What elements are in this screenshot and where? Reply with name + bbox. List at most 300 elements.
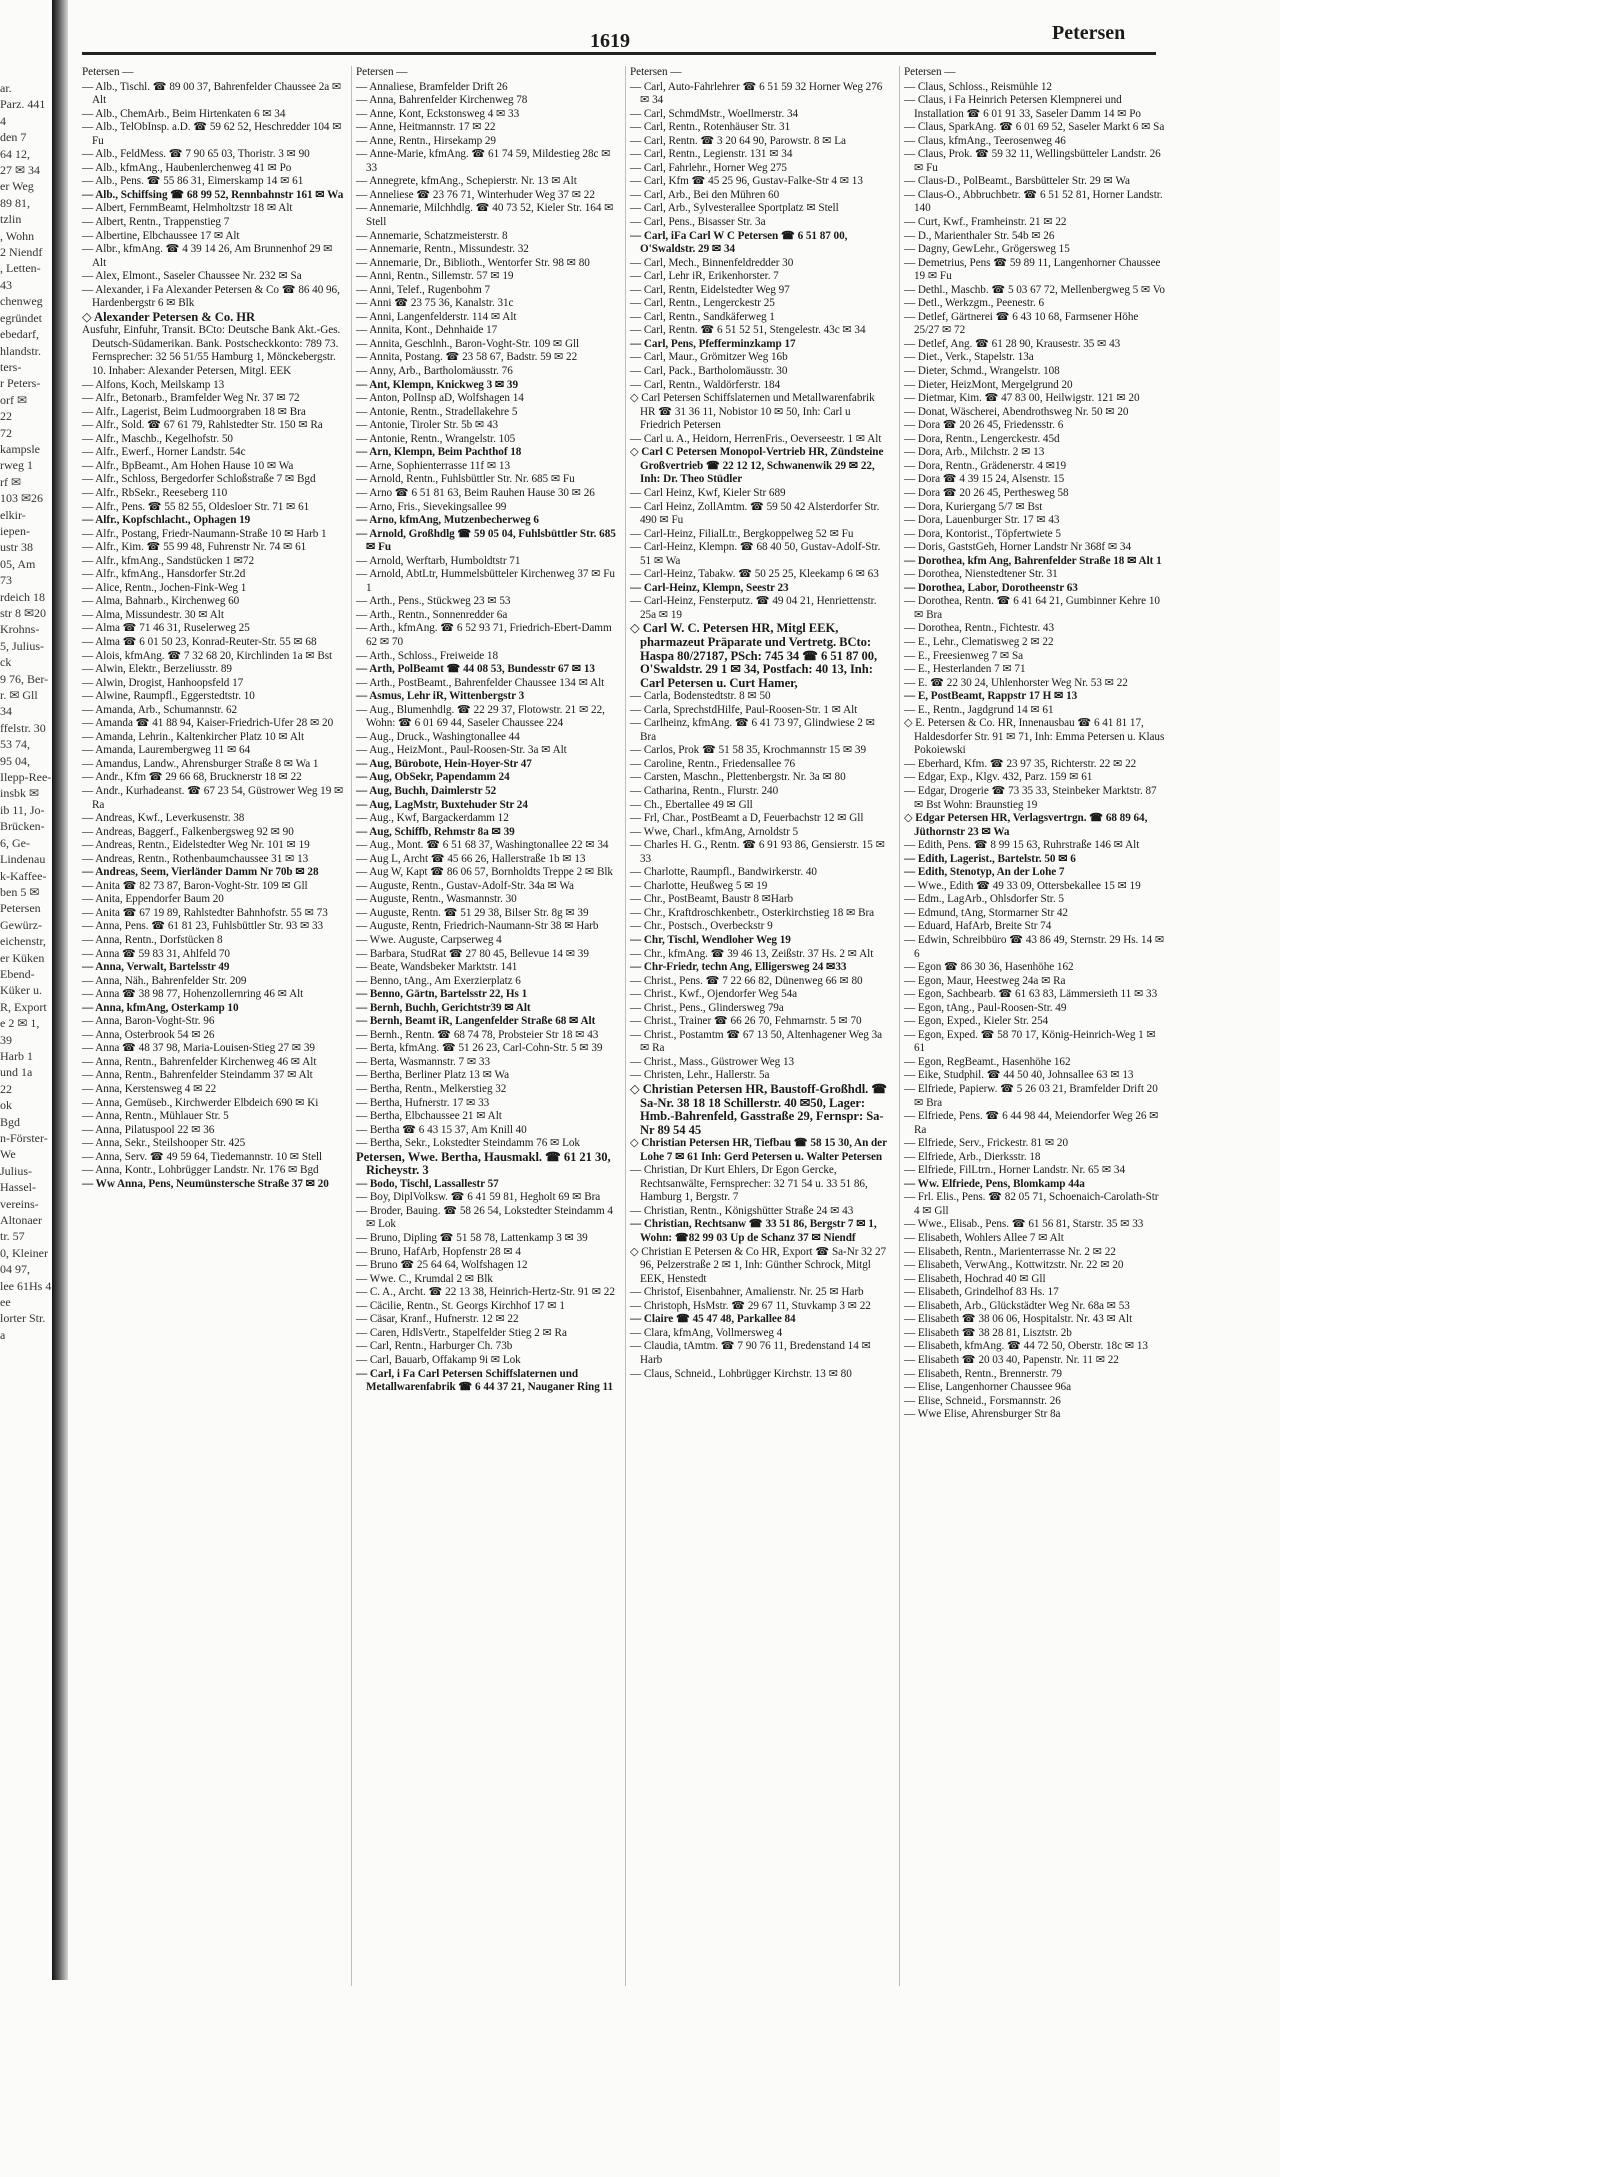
directory-entry: — Anna, Kontr., Lohbrügger Landstr. Nr. 176 ✉ Bgd [82, 1164, 319, 1177]
directory-entry: — Alexander, i Fa Alexander Petersen & Co ☎ 86 40 96, Hardenbergstr 6 ✉ Blk [82, 283, 340, 310]
directory-entry: — Eduard, HafArb, Breite Str 74 [904, 920, 1052, 933]
directory-entry: — Alfr., Sold. ☎ 67 61 79, Rahlstedter Str. 150 ✉ Ra [82, 419, 323, 432]
margin-fragment: orf ✉ [0, 392, 28, 407]
directory-entry: — Carl, Maur., Grömitzer Weg 16b [630, 351, 788, 364]
directory-entry: — Carl Heinz, Kwf, Kieler Str 689 [630, 486, 786, 499]
directory-entry: — Ant, Klempn, Knickweg 3 ✉ 39 [356, 378, 519, 391]
margin-fragment: Hassel- [0, 1180, 36, 1195]
directory-entry: — Carl, Bauarb, Offakamp 9i ✉ Lok [356, 1353, 521, 1366]
directory-entry: — Carlheinz, kfmAng. ☎ 6 41 73 97, Glindwiese 2 ✉ Bra [630, 717, 875, 743]
margin-fragment: Petersen [0, 901, 41, 916]
directory-entry: — Annaliese, Bramfelder Drift 26 [356, 80, 508, 93]
directory-entry: — Alfons, Koch, Meilskamp 13 [82, 378, 225, 391]
directory-entry: — Alfr., Maschb., Kegelhofstr. 50 [82, 432, 233, 445]
directory-entry: — Arth., Schloss., Freiweide 18 [356, 649, 499, 662]
margin-fragment: vereins- [0, 1196, 39, 1211]
margin-fragment: 9 76, Ber- [0, 671, 49, 686]
directory-entry: — Dora ☎ 20 26 45, Friedensstr. 6 [904, 419, 1064, 432]
directory-entry: — Charles H. G., Rentn. ☎ 6 91 93 86, Gensierstr. 15 ✉ 33 [630, 839, 885, 865]
directory-entry: — Bertha, Elbchaussee 21 ✉ Alt [356, 1110, 502, 1123]
directory-entry: — E., Rentn., Jagdgrund 14 ✉ 61 [904, 703, 1054, 716]
directory-entry: — Anna, Näh., Bahrenfelder Str. 209 [82, 974, 247, 987]
directory-entry: — Ch., Ebertallee 49 ✉ Gll [630, 798, 753, 811]
directory-entry: — Andreas, Rentn., Eidelstedter Weg Nr. 101 ✉ 19 [82, 839, 310, 852]
directory-entry: — Carl-Heinz, Klempn, Seestr 23 [630, 581, 789, 594]
directory-entry: — Alfr., Lagerist, Beim Ludmoorgraben 18 ✉ Bra [82, 405, 306, 418]
margin-fragment: Ilepp-Ree- [0, 770, 52, 785]
directory-entry: — Elfriede, Pens. ☎ 6 44 98 44, Meiendorfer Weg 26 ✉ Ra [904, 1110, 1159, 1136]
margin-fragment: ok [0, 1098, 12, 1113]
margin-fragment: 103 ✉26 [0, 491, 44, 506]
directory-entry: — Carl, Rentn., Waldörferstr. 184 [630, 378, 781, 391]
directory-entry: — E., Freesienweg 7 ✉ Sa [904, 649, 1024, 662]
directory-entry: — Carl, i Fa Carl Petersen Schiffslaternen und Metallwarenfabrik ☎ 6 44 37 21, Nauganer Ring 11 [356, 1367, 613, 1394]
margin-fragment: 64 12, [0, 146, 30, 161]
page-background [1280, 0, 1600, 2177]
margin-fragment: r. ✉ Gll [0, 688, 38, 703]
directory-entry: — Alma ☎ 71 46 31, Ruselerweg 25 [82, 622, 250, 635]
margin-fragment: 27 ✉ 34 [0, 163, 41, 178]
directory-entry: ◇ Christian Petersen HR, Tiefbau ☎ 58 15 30, An der Lohe 7 ✉ 61 Inh: Gerd Petersen u. Walter Petersen [630, 1137, 887, 1163]
margin-fragment: ben 5 ✉ [0, 884, 40, 899]
directory-entry: — Anne-Marie, kfmAng. ☎ 61 74 59, Mildestieg 28c ✉ 33 [356, 148, 611, 174]
margin-fragment: Bgd [0, 1114, 21, 1129]
directory-entry: — Egon, Exped. ☎ 58 70 17, König-Heinrich-Weg 1 ✉ 61 [904, 1028, 1156, 1055]
directory-entry: — Charlotte, Raumpfl., Bandwirkerstr. 40 [630, 866, 817, 879]
directory-entry: — Wwe Elise, Ahrensburger Str 8a [904, 1408, 1061, 1421]
directory-entry: — Berta, kfmAng. ☎ 51 26 23, Carl-Cohn-Str. 5 ✉ 39 [356, 1042, 603, 1055]
header-rule [82, 52, 1156, 55]
margin-fragment: 4 [0, 113, 6, 128]
margin-fragment: a [0, 1327, 6, 1342]
directory-entry: — Aug., Blumenhdlg. ☎ 22 29 37, Flotowstr. 21 ✉ 22, Wohn: ☎ 6 01 69 44, Saseler Chaussee 224 [356, 703, 605, 730]
directory-entry: — Carl, SchmdMstr., Woellmerstr. 34 [630, 107, 799, 120]
directory-entry: — Albertine, Elbchaussee 17 ✉ Alt [82, 229, 240, 242]
directory-entry: — Alma, Bahnarb., Kirchenweg 60 [82, 595, 240, 608]
directory-entry: — Carl, Mech., Binnenfeldredder 30 [630, 256, 794, 269]
directory-entry: — Bertha, Hufnerstr. 17 ✉ 33 [356, 1096, 490, 1109]
directory-entry: — Egon, tAng., Paul-Roosen-Str. 49 [904, 1001, 1067, 1014]
margin-fragment: elkir- [0, 507, 26, 522]
directory-entry: — Eberhard, Kfm. ☎ 23 97 35, Richterstr. 22 ✉ 22 [904, 757, 1137, 770]
margin-fragment: 43 [0, 277, 12, 292]
directory-entry: — Claus-D., PolBeamt., Barsbütteler Str. 29 ✉ Wa [904, 175, 1130, 188]
directory-entry: — Anna, Kerstensweg 4 ✉ 22 [82, 1083, 217, 1096]
directory-entry: — Christ., Pens. ☎ 7 22 66 82, Dünenweg 66 ✉ 80 [630, 974, 863, 987]
margin-fragment: R, Export [0, 999, 47, 1014]
directory-entry: — Carl, Fahrlehr., Horner Weg 275 [630, 161, 787, 174]
directory-entry: — E., Hesterlanden 7 ✉ 71 [904, 663, 1026, 676]
directory-entry: — Annita, Kont., Dehnhaide 17 [356, 324, 498, 337]
directory-entry: — Edwin, Schreibbüro ☎ 43 86 49, Sternstr. 29 Hs. 14 ✉ 6 [904, 934, 1165, 960]
directory-entry: — Claus, Schloss., Reismühle 12 [904, 80, 1052, 93]
directory-entry: — Edgar, Drogerie ☎ 73 35 33, Steinbeker Marktstr. 87 ✉ Bst Wohn: Braunstieg 19 [904, 784, 1157, 811]
directory-entry: — Anna, Bahrenfelder Kirchenweg 78 [356, 94, 528, 107]
directory-entry: — Arne, Sophienterrasse 11f ✉ 13 [356, 459, 511, 472]
directory-entry: — Aug, Buchh, Daimlerstr 52 [356, 784, 497, 797]
directory-entry: — Bruno, Dipling ☎ 51 58 78, Lattenkamp 3 ✉ 39 [356, 1232, 588, 1245]
directory-entry: — Anna, Osterbrook 54 ✉ 26 [82, 1028, 215, 1041]
column-heading: Petersen — [630, 66, 682, 78]
directory-entry: — Bruno ☎ 25 64 64, Wolfshagen 12 [356, 1259, 528, 1272]
directory-entry: — Anneliese ☎ 23 76 71, Winterhuder Weg 37 ✉ 22 [356, 188, 595, 201]
directory-entry: — Claudia, tAmtm. ☎ 7 90 76 11, Bredenstand 14 ✉ Harb [630, 1340, 871, 1366]
directory-entry: — Anne, Heitmannstr. 17 ✉ 22 [356, 121, 496, 134]
directory-entry: — Alfr., RbSekr., Reeseberg 110 [82, 486, 228, 499]
directory-entry: — Chr., PostBeamt, Baustr 8 ✉Harb [630, 893, 794, 906]
margin-fragment: 34 [0, 704, 12, 719]
directory-entry: — Bernh., Rentn. ☎ 68 74 78, Probsteier Str 18 ✉ 43 [356, 1028, 599, 1041]
margin-fragment: Altonaer [0, 1213, 42, 1228]
directory-entry: ◇ Carl W. C. Petersen HR, Mitgl EEK, pharmazeut Präparate und Vertretg. BCto: Haspa 80/27187, PSch: 745 34 ☎ 6 51 87 00, O'Swaldstr. 29 1 ✉ 34, Postfach: 40 13, Inh: Carl Petersen u. Curt Hamer, [630, 621, 878, 690]
margin-fragment: tzlin [0, 212, 22, 227]
directory-entry: — Amanda ☎ 41 88 94, Kaiser-Friedrich-Ufer 28 ✉ 20 [82, 717, 334, 730]
margin-fragment: iepen- [0, 523, 30, 538]
entry-list [356, 81, 618, 1395]
directory-entry: — Andr., Kfm ☎ 29 66 68, Brucknerstr 18 ✉ 22 [82, 771, 302, 784]
directory-entry: — Anna, Pens. ☎ 61 81 23, Fuhlsbüttler Str. 93 ✉ 33 [82, 920, 324, 933]
running-head: Petersen [1052, 22, 1126, 44]
directory-entry: — Dorothea, Labor, Dorotheenstr 63 [904, 581, 1078, 594]
directory-entry: — Eike, Studphil. ☎ 44 50 40, Johnsallee 63 ✉ 13 [904, 1069, 1134, 1082]
directory-entry: — Wwe., Elisab., Pens. ☎ 61 56 81, Starstr. 35 ✉ 33 [904, 1218, 1144, 1231]
directory-entry: — Christoph, HsMstr. ☎ 29 67 11, Stuvkamp 3 ✉ 22 [630, 1299, 871, 1312]
directory-entry: — Ww. Elfriede, Pens, Blomkamp 44a [904, 1177, 1085, 1190]
directory-entry: — Anna ☎ 38 98 77, Hohenzollernring 46 ✉ Alt [82, 988, 304, 1001]
directory-entry: — Edmund, tAng, Stormarner Str 42 [904, 906, 1068, 919]
margin-fragment: er Küken [0, 950, 45, 965]
directory-entry: — Anna, Rentn., Bahrenfelder Kirchenweg 46 ✉ Alt [82, 1055, 317, 1068]
directory-entry: — Carl u. A., Heidorn, HerrenFris., Oeverseestr. 1 ✉ Alt [630, 432, 882, 445]
directory-entry: — Anna, Rentn., Mühlauer Str. 5 [82, 1110, 229, 1123]
margin-fragment: lorter Str. [0, 1311, 46, 1326]
directory-entry: — Carl, Rentn. ☎ 6 51 52 51, Stengelestr. 43c ✉ 34 [630, 324, 866, 337]
margin-fragment: Küker u. [0, 983, 42, 998]
directory-entry: — Auguste, Rentn., Gustav-Adolf-Str. 34a ✉ Wa [356, 879, 574, 892]
margin-fragment: eichenstr, [0, 934, 46, 949]
directory-entry: — Carl, Rentn., Harburger Ch. 73b [356, 1340, 513, 1353]
directory-entry: — Elisabeth, Rentn., Brennerstr. 79 [904, 1367, 1062, 1380]
directory-entry: — Caren, HdlsVertr., Stapelfelder Stieg 2 ✉ Ra [356, 1326, 567, 1339]
margin-fragment: ar. [0, 81, 12, 95]
directory-entry: — Aug, Schiffb, Rehmstr 8a ✉ 39 [356, 825, 515, 838]
margin-fragment: 04 97, [0, 1262, 30, 1277]
directory-entry: — Berta, Wasmannstr. 7 ✉ 33 [356, 1055, 491, 1068]
directory-entry: — Alb., Tischl. ☎ 89 00 37, Bahrenfelder Chaussee 2a ✉ Alt [82, 80, 342, 107]
directory-entry: Petersen, Wwe. Bertha, Hausmakl. ☎ 61 21 30, Richeystr. 3 [356, 1149, 611, 1178]
directory-entry: — Anton, PolInsp aD, Wolfshagen 14 [356, 392, 524, 405]
directory-entry: — Auguste, Rentn, Friedrich-Naumann-Str 38 ✉ Harb [356, 920, 599, 933]
directory-entry: — Benno, tAng., Am Exerzierplatz 6 [356, 974, 521, 987]
directory-entry: — Arnold, AbtLtr, Hummelsbütteler Kirchenweg 37 ✉ Fu 1 [356, 568, 615, 594]
margin-fragment: Gewürz- [0, 917, 42, 932]
directory-entry: — Doris, GaststGeh, Horner Landstr Nr 368f ✉ 34 [904, 541, 1132, 554]
directory-entry: — Andreas, Kwf., Leverkusenstr. 38 [82, 812, 245, 825]
directory-entry: — Anni, Telef., Rugenbohm 7 [356, 283, 491, 296]
directory-entry: — Dorothea, Rentn., Fichtestr. 43 [904, 622, 1054, 635]
directory-entry: — Anna, kfmAng, Osterkamp 10 [82, 1001, 239, 1014]
directory-entry: — Carl, Rentn., Sandkäferweg 1 [630, 310, 775, 323]
directory-entry: — Carl-Heinz, Klempn. ☎ 68 40 50, Gustav-Adolf-Str. 51 ✉ Wa [630, 541, 881, 567]
directory-entry: — Egon, Exped., Kieler Str. 254 [904, 1015, 1049, 1028]
directory-entry: — Alfr., BpBeamt., Am Hohen Hause 10 ✉ Wa [82, 459, 294, 472]
directory-entry: — Dora, Kontorist., Töpfertwiete 5 [904, 527, 1061, 540]
directory-entry: — Christen, Lehr., Hallerstr. 5a [630, 1069, 770, 1082]
margin-fragment: tr. 57 [0, 1229, 25, 1244]
directory-entry: — Christian, Rentn., Königshütter Straße 24 ✉ 43 [630, 1204, 854, 1217]
directory-entry: — Alfr., Kopfschlacht., Ophagen 19 [82, 514, 251, 527]
margin-fragment: n-Förster- [0, 1131, 48, 1145]
directory-entry: — Aug., Mont. ☎ 6 51 68 37, Washingtonallee 22 ✉ 34 [356, 839, 609, 852]
directory-entry: — Egon, RegBeamt., Hasenhöhe 162 [904, 1055, 1071, 1068]
margin-fragment: er Weg [0, 179, 34, 194]
margin-fragment: k-Kaffee- [0, 868, 47, 883]
directory-entry: — Auguste, Rentn. ☎ 51 29 38, Bilser Str. 8g ✉ 39 [356, 906, 589, 919]
directory-entry: — Carl, Arb., Sylvesterallee Sportplatz ✉ Stell [630, 202, 839, 215]
directory-entry: — Dora, Kuriergang 5/7 ✉ Bst [904, 500, 1043, 513]
directory-entry: — Wwe., Edith ☎ 49 33 09, Ottersbekallee 15 ✉ 19 [904, 879, 1141, 892]
directory-entry: — Egon, Sachbearb. ☎ 61 63 83, Lämmersieth 11 ✉ 33 [904, 988, 1158, 1001]
directory-entry: — Dorothea, Nienstedtener Str. 31 [904, 568, 1058, 581]
margin-fragment: Harb 1 [0, 1048, 33, 1063]
directory-entry: — Carl, Rentn, Eidelstedter Weg 97 [630, 283, 790, 296]
directory-entry: — Alma, Missundestr. 30 ✉ Alt [82, 608, 224, 621]
directory-entry: — Dora, Arb., Milchstr. 2 ✉ 13 [904, 446, 1045, 459]
directory-entry: — Annita, Geschlnh., Baron-Voght-Str. 109 ✉ Gll [356, 337, 580, 350]
margin-fragment: 89 81, [0, 195, 30, 210]
margin-fragment: 22 [0, 409, 12, 424]
margin-fragment: und 1a [0, 1065, 33, 1080]
directory-entry: — Arnold, Werftarb, Humboldtstr 71 [356, 554, 521, 567]
column-heading: Petersen — [356, 66, 408, 78]
column-heading: Petersen — [904, 66, 956, 78]
directory-entry: — Aug., Druck., Washingtonallee 44 [356, 730, 520, 743]
margin-fragment: ters- [0, 359, 22, 374]
margin-fragment: hlandstr. [0, 343, 41, 358]
directory-entry: — Elfriede, FilLtrn., Horner Landstr. Nr. 65 ✉ 34 [904, 1164, 1125, 1177]
page-number: 1619 [590, 30, 630, 52]
directory-entry: — Aug., HeizMont., Paul-Roosen-Str. 3a ✉ Alt [356, 744, 567, 757]
directory-entry: — Carl, Pens, Pfefferminzkamp 17 [630, 337, 796, 350]
directory-entry: — Alb., TelObInsp. a.D. ☎ 59 62 52, Heschredder 104 ✉ Fu [82, 121, 342, 147]
directory-entry: — Carl, Kfm ☎ 45 25 96, Gustav-Falke-Str 4 ✉ 13 [630, 175, 863, 188]
directory-entry: — Chr., Kraftdroschkenbetr., Osterkirchstieg 18 ✉ Bra [630, 906, 875, 919]
directory-entry: — Anni ☎ 23 75 36, Kanalstr. 31c [356, 297, 514, 310]
directory-entry: — Elisabeth, VerwAng., Kottwitzstr. Nr. 22 ✉ 20 [904, 1259, 1124, 1272]
margin-fragment: Krohns- [0, 622, 40, 637]
directory-entry: — Elise, Schneid., Forsmannstr. 26 [904, 1394, 1061, 1407]
directory-entry: — Egon, Maur, Heestweg 24a ✉ Ra [904, 974, 1066, 987]
directory-entry: — Alfr., Kim. ☎ 55 99 48, Fuhrenstr Nr. 74 ✉ 61 [82, 541, 307, 554]
directory-entry: — Anna ☎ 48 37 98, Maria-Louisen-Stieg 27 ✉ 39 [82, 1042, 315, 1055]
margin-fragment: 2 Niendf [0, 245, 43, 260]
directory-entry: — Carl, Pens., Bisasser Str. 3a [630, 216, 766, 229]
directory-entry: — Christ., Kwf., Ojendorfer Weg 54a [630, 988, 798, 1001]
directory-entry: — Andreas, Seem, Vierländer Damm Nr 70b ✉ 28 [82, 866, 319, 879]
directory-entry: ◇ Edgar Petersen HR, Verlagsvertrgn. ☎ 68 89 64, Jüthornstr 23 ✉ Wa [904, 812, 1148, 838]
directory-entry: — Albert, FernmBeamt, Helmholtzstr 18 ✉ Alt [82, 202, 293, 215]
directory-entry: — Anna, Gemüseb., Kirchwerder Elbdeich 690 ✉ Ki [82, 1096, 319, 1109]
margin-fragment: 0, Kleiner [0, 1245, 48, 1260]
directory-entry: — Elisabeth ☎ 38 28 81, Lisztstr. 2b [904, 1326, 1072, 1339]
directory-entry: — Christ., Trainer ☎ 66 26 70, Fehmarnstr. 5 ✉ 70 [630, 1015, 862, 1028]
directory-entry: — Cäsar, Kranf., Hufnerstr. 12 ✉ 22 [356, 1313, 519, 1326]
directory-entry: ◇ Christian Petersen HR, Baustoff-Großhdl. ☎ Sa-Nr. 38 18 18 Schillerstr. 40 ✉50, Lager: Hmb.-Bahrenfeld, Gasstraße 29, Fernspr: Sa-Nr 89 54 45 [630, 1082, 887, 1137]
directory-entry: — Alfr., kfmAng., Hansdorfer Str.2d [82, 568, 246, 581]
directory-entry: — Bertha, Rentn., Melkerstieg 32 [356, 1083, 507, 1096]
column-heading: Petersen — [82, 66, 134, 78]
directory-entry: — Christof, Eisenbahner, Amalienstr. Nr. 25 ✉ Harb [630, 1286, 864, 1299]
directory-entry: — Alb., Schiffsing ☎ 68 99 52, Rennbahnstr 161 ✉ Wa [82, 188, 344, 201]
previous-page-margin-text [0, 80, 52, 1980]
directory-entry: — Wwe. C., Krumdal 2 ✉ Blk [356, 1272, 493, 1285]
directory-entry: — Dora ☎ 20 26 45, Perthesweg 58 [904, 486, 1069, 499]
margin-fragment: kampsle [0, 441, 40, 456]
directory-entry: — Demetrius, Pens ☎ 59 89 11, Langenhorner Chaussee 19 ✉ Fu [904, 256, 1161, 283]
directory-entry: — Claus, SparkAng. ☎ 6 01 69 52, Saseler Markt 6 ✉ Sa [904, 121, 1165, 134]
margin-fragment: chenweg [0, 294, 43, 309]
directory-entry: — Amandus, Landw., Ahrensburger Straße 8 ✉ Wa 1 [82, 757, 319, 770]
margin-fragment: 6, Ge- [0, 835, 30, 850]
directory-entry: — Arno ☎ 6 51 81 63, Beim Rauhen Hause 30 ✉ 26 [356, 486, 595, 499]
directory-entry: — Annegrete, kfmAng., Schepierstr. Nr. 13 ✉ Alt [356, 175, 577, 188]
directory-entry: — Christ., Mass., Güstrower Weg 13 [630, 1055, 795, 1068]
margin-fragment: den 7 [0, 130, 27, 145]
directory-entry: — Carsten, Maschn., Plettenbergstr. Nr. 3a ✉ 80 [630, 771, 846, 784]
directory-entry: — Aug, ObSekr, Papendamm 24 [356, 771, 510, 784]
directory-entry: Ausfuhr, Einfuhr, Transit. BCto: Deutsche Bank Akt.-Ges. Deutsch-Südamerikan. Bank. Postscheckkonto: 789 73. Fernsprecher: 32 56 51/55 Hamburg 1, Mönckebergstr. 10. Inhaber: Alexander Petersen, Mitgl. EEK [82, 324, 341, 378]
directory-entry: — Anna, Rentn., Bahrenfelder Steindamm 37 ✉ Alt [82, 1069, 313, 1082]
directory-entry: — Detlef, Ang. ☎ 61 28 90, Krausestr. 35 ✉ 43 [904, 337, 1121, 350]
directory-entry: — Frl, Char., PostBeamt a D, Feuerbachstr 12 ✉ Gll [630, 812, 864, 825]
directory-entry: — Arno, Fris., Sievekingsallee 99 [356, 500, 507, 513]
directory-entry: — Bodo, Tischl, Lassallestr 57 [356, 1177, 499, 1190]
directory-entry: — Detlef, Gärtnerei ☎ 6 43 10 68, Farmsener Höhe 25/27 ✉ 72 [904, 310, 1139, 337]
directory-entry: — Dieter, HeizMont, Mergelgrund 20 [904, 378, 1073, 391]
directory-entry: — Edith, Pens. ☎ 8 99 15 63, Ruhrstraße 146 ✉ Alt [904, 839, 1140, 852]
margin-fragment: insbk ✉ [0, 786, 40, 801]
directory-entry: — Claus, Schneid., Lohbrügger Kirchstr. 13 ✉ 80 [630, 1367, 852, 1380]
directory-entry: — Andreas, Rentn., Rothenbaumchaussee 31 ✉ 13 [82, 852, 309, 865]
directory-entry: ◇ Christian E Petersen & Co HR, Export ☎ Sa-Nr 32 27 96, Pelzerstraße 2 ✉ 1, Inh: Günther Schrock, Mitgl EEK, Henstedt [630, 1245, 887, 1285]
directory-entry: — Aug, LagMstr, Buxtehuder Str 24 [356, 798, 528, 811]
directory-entry: — Dora, Rentn., Lengerckestr. 45d [904, 432, 1060, 445]
margin-fragment: Julius- [0, 1163, 33, 1178]
directory-entry: — Annemarie, Milchhdlg. ☎ 40 73 52, Kieler Str. 164 ✉ Stell [356, 202, 614, 229]
directory-entry: — Amanda, Lehrin., Kaltenkircher Platz 10 ✉ Alt [82, 730, 305, 743]
directory-entry: — Carl, Lehr iR, Erikenhorster. 7 [630, 270, 779, 283]
directory-entry: — Catharina, Rentn., Flurstr. 240 [630, 784, 779, 797]
directory-entry: — Alma ☎ 6 01 50 23, Konrad-Reuter-Str. 55 ✉ 68 [82, 635, 317, 648]
directory-entry: — Dora, Lauenburger Str. 17 ✉ 43 [904, 514, 1060, 527]
directory-entry: — Curt, Kwf., Framheinstr. 21 ✉ 22 [904, 216, 1067, 229]
directory-entry: — Elise, Langenhorner Chaussee 96a [904, 1381, 1071, 1394]
directory-entry: — Arth, PolBeamt ☎ 44 08 53, Bundesstr 67 ✉ 13 [356, 663, 595, 676]
directory-entry: — Carl-Heinz, FilialLtr., Bergkoppelweg 52 ✉ Fu [630, 527, 854, 540]
margin-fragment: ib 11, Jo- [0, 802, 45, 817]
margin-fragment: Brücken- [0, 819, 45, 834]
directory-entry: — Albr., kfmAng. ☎ 4 39 14 26, Am Brunnenhof 29 ✉ Alt [82, 243, 333, 269]
directory-entry: — Christ., Pens., Glindersweg 79a [630, 1001, 784, 1014]
margin-fragment: rf ✉ [0, 474, 22, 489]
column-divider [351, 66, 352, 1986]
directory-entry: — Anna, Sekr., Steilshooper Str. 425 [82, 1137, 246, 1150]
directory-entry: — Bruno, HafArb, Hopfenstr 28 ✉ 4 [356, 1245, 521, 1258]
margin-fragment: 5, Julius- [0, 638, 45, 653]
directory-entry: — Charlotte, Heußweg 5 ✉ 19 [630, 879, 768, 892]
directory-entry: — Aug., Kwf, Bargackerdamm 12 [356, 812, 509, 825]
directory-entry: — Claus, kfmAng., Teerosenweg 46 [904, 134, 1066, 147]
margin-fragment: str 8 ✉20 [0, 606, 47, 620]
column-1 [82, 66, 344, 1191]
directory-entry: — Alfr., Postang, Friedr-Naumann-Straße 10 ✉ Harb 1 [82, 527, 327, 540]
directory-entry: — Antonie, Tiroler Str. 5b ✉ 43 [356, 419, 499, 432]
directory-entry: — Arno, kfmAng, Mutzenbecherweg 6 [356, 514, 539, 527]
directory-entry: — Aug W, Kapt ☎ 86 06 57, Bornholdts Treppe 2 ✉ Blk [356, 866, 613, 879]
margin-fragment: 95 04, [0, 753, 30, 768]
directory-entry: — Annita, Postang. ☎ 23 58 67, Badstr. 59 ✉ 22 [356, 351, 578, 364]
directory-entry: — Anita ☎ 82 73 87, Baron-Voght-Str. 109 ✉ Gll [82, 879, 308, 892]
directory-entry: — Bernh, Buchh, Gerichtstr39 ✉ Alt [356, 1001, 531, 1014]
directory-entry: — Bertha ☎ 6 43 15 37, Am Knill 40 [356, 1123, 527, 1136]
book-gutter [52, 0, 68, 1980]
directory-entry: — Elisabeth, Wohlers Allee 7 ✉ Alt [904, 1232, 1064, 1245]
directory-entry: — Broder, Bauing. ☎ 58 26 54, Lokstedter Steindamm 4 ✉ Lok [356, 1204, 613, 1231]
directory-entry: — Anne, Kont, Eckstonsweg 4 ✉ 33 [356, 107, 520, 120]
directory-entry: — Carl, Rentn., Legienstr. 131 ✉ 34 [630, 148, 793, 161]
directory-entry: — Dora ☎ 4 39 15 24, Alsenstr. 15 [904, 473, 1065, 486]
directory-entry: — Antonie, Rentn., Wrangelstr. 105 [356, 432, 516, 445]
directory-entry: — Claire ☎ 45 47 48, Parkallee 84 [630, 1313, 796, 1326]
directory-entry: — Andreas, Baggerf., Falkenbergsweg 92 ✉ 90 [82, 825, 294, 838]
directory-entry: — Arth., kfmAng. ☎ 6 52 93 71, Friedrich-Ebert-Damm 62 ✉ 70 [356, 622, 612, 648]
directory-entry: — Boy, DiplVolksw. ☎ 6 41 59 81, Hegholt 69 ✉ Bra [356, 1191, 601, 1204]
margin-fragment: 73 [0, 573, 12, 588]
directory-entry: — Chr., kfmAng. ☎ 39 46 13, Zeißstr. 37 Hs. 2 ✉ Alt [630, 947, 874, 960]
directory-entry: — Anita, Eppendorfer Baum 20 [82, 893, 224, 906]
directory-entry: — Dieter, Schmd., Wrangelstr. 108 [904, 365, 1060, 378]
directory-entry: — Carl-Heinz, Fensterputz. ☎ 49 04 21, Henriettenstr. 25a ✉ 19 [630, 595, 877, 621]
directory-entry: — Andr., Kurhadeanst. ☎ 67 23 54, Güstrower Weg 19 ✉ Ra [82, 784, 344, 811]
margin-fragment: Ebend- [0, 966, 35, 981]
margin-fragment: ffelstr. 30 [0, 720, 46, 735]
directory-entry: — Dora, Rentn., Grädenerstr. 4 ✉19 [904, 459, 1067, 472]
directory-entry: — Carla, Bodenstedtstr. 8 ✉ 50 [630, 690, 771, 703]
directory-entry: — Wwe, Charl., kfmAng, Arnoldstr 5 [630, 825, 799, 838]
directory-entry: — Alwine, Raumpfl., Eggerstedtstr. 10 [82, 690, 255, 703]
directory-entry: — Alfr., kfmAng., Sandstücken 1 ✉72 [82, 554, 255, 567]
directory-entry: — Anna, Verwalt, Bartelsstr 49 [82, 961, 230, 974]
directory-entry: — Alb., Pens. ☎ 55 86 31, Eimerskamp 14 ✉ 61 [82, 175, 304, 188]
margin-fragment: lee 61Hs 4 [0, 1278, 52, 1293]
directory-entry: — Anny, Arb., Bartholomäusstr. 76 [356, 365, 513, 378]
directory-entry: — Antonie, Rentn., Stradellakehre 5 [356, 405, 518, 418]
directory-entry: — Anita ☎ 67 19 89, Rahlstedter Bahnhofstr. 55 ✉ 73 [82, 906, 328, 919]
directory-entry: — Dethl., Maschb. ☎ 5 03 67 72, Mellenbergweg 5 ✉ Vo [904, 283, 1165, 296]
directory-entry: — Elfriede, Arb., Dierksstr. 18 [904, 1150, 1041, 1163]
directory-entry: — Clara, kfmAng, Vollmersweg 4 [630, 1326, 783, 1339]
directory-entry: — Edgar, Exp., Klgv. 432, Parz. 159 ✉ 61 [904, 771, 1093, 784]
directory-entry: — Claus, Prok. ☎ 59 32 11, Wellingsbütteler Landstr. 26 ✉ Fu [904, 148, 1161, 174]
margin-fragment: rweg 1 [0, 458, 33, 473]
column-3 [630, 66, 892, 1381]
column-divider [625, 66, 626, 1986]
directory-entry: — Annemarie, Rentn., Missundestr. 32 [356, 243, 529, 256]
directory-entry: — Chr., Postsch., Overbeckstr 9 [630, 920, 773, 933]
directory-entry: — C. A., Archt. ☎ 22 13 38, Heinrich-Hertz-Str. 91 ✉ 22 [356, 1286, 615, 1299]
directory-entry: — Elfriede, Papierw. ☎ 5 26 03 21, Bramfelder Drift 20 ✉ Bra [904, 1083, 1158, 1109]
directory-entry: — Dagny, GewLehr., Grögersweg 15 [904, 243, 1070, 256]
